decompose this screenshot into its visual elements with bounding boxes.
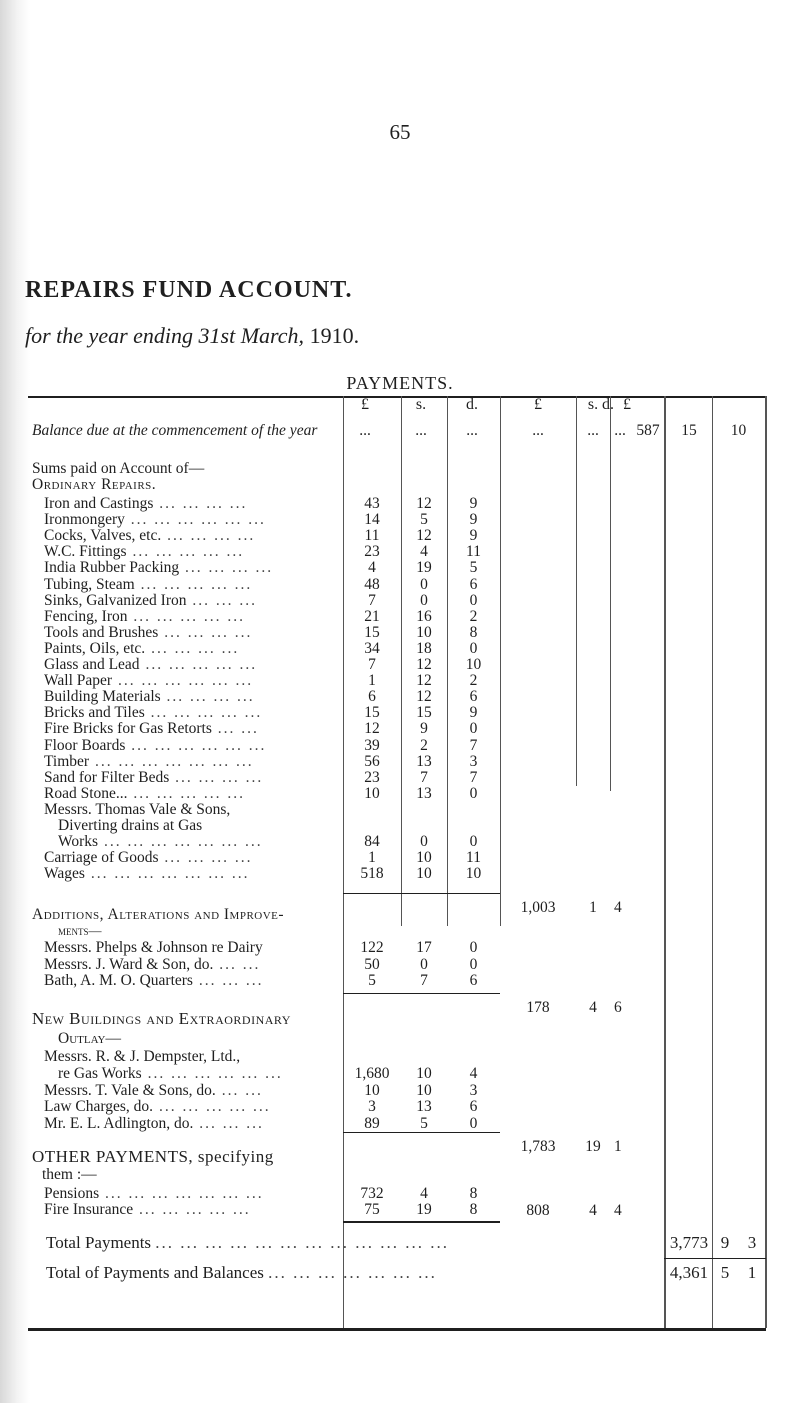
- ledger-bottom-rule: [28, 1328, 766, 1331]
- other-subtotal-pence: 4: [614, 1202, 622, 1219]
- addition-item-pence: 6: [469, 972, 478, 989]
- repair-item-pounds: 34: [364, 639, 380, 657]
- col-shillings-2: s.: [587, 396, 599, 413]
- other-subtotal-rule: [343, 1221, 500, 1223]
- new-building-item-label: re Gas Works ... ... ... ... ... ...: [58, 1064, 283, 1082]
- repair-item-label: Timber ... ... ... ... ... ... ...: [44, 752, 254, 770]
- repair-item-pence: 11: [466, 543, 481, 561]
- repair-item-pence: 7: [469, 768, 478, 786]
- addition-item-pounds: 50: [364, 955, 380, 973]
- repair-item-shillings: 12: [416, 527, 432, 545]
- new-building-item-row: [28, 1082, 766, 1100]
- repair-item-shillings: 15: [416, 704, 432, 722]
- additions-heading-2: [28, 922, 766, 940]
- additions-subtotal-shillings: 4: [589, 999, 597, 1016]
- repair-item-pounds: 1: [368, 849, 376, 867]
- additions-heading: Additions, Alterations and Improve-: [32, 906, 285, 923]
- header-row: [28, 396, 766, 414]
- ordinary-heading-2: [28, 476, 766, 494]
- repair-item-pence: 6: [469, 575, 478, 593]
- repair-item-label: Fencing, Iron ... ... ... ... ...: [44, 607, 246, 625]
- grand-total-label: Total of Payments and Balances ... ... ... ... ... ... ...: [46, 1264, 437, 1282]
- repair-item-shillings: 2: [420, 736, 428, 754]
- repair-item-label: Messrs. Thomas Vale & Sons,: [44, 800, 231, 818]
- new-buildings-subtotal-shillings: 19: [585, 1138, 601, 1155]
- subtitle-suffix: March,: [235, 323, 305, 348]
- other-subtotal-row: [28, 1202, 766, 1220]
- repair-item-pounds: 11: [364, 527, 380, 545]
- repair-item-pence: 11: [466, 849, 481, 867]
- col-shillings-1: s.: [415, 396, 427, 413]
- additions-subtotal-rule: [343, 993, 500, 994]
- total-payments-pence: 3: [747, 1233, 757, 1252]
- repair-item-label: Building Materials ... ... ... ...: [44, 688, 255, 706]
- ordinary-heading-label: Sums paid on Account of—: [32, 460, 205, 477]
- col-pence-2: d.: [602, 396, 614, 413]
- addition-item-pence: 0: [469, 939, 478, 956]
- repair-item-pounds: 43: [364, 495, 380, 512]
- total-payments-text: Total Payments: [46, 1234, 152, 1252]
- repair-item-pounds: 518: [360, 865, 384, 883]
- opening-balance-shillings: 15: [681, 422, 697, 439]
- repair-item-shillings: 16: [416, 607, 432, 625]
- repair-item-label: Sand for Filter Beds ... ... ... ...: [44, 768, 264, 786]
- repair-item-shillings: 9: [420, 720, 428, 738]
- new-building-item-row: [28, 1048, 766, 1066]
- new-buildings-heading: New Buildings and Extraordinary: [32, 1010, 291, 1028]
- repair-item-pence: 3: [469, 752, 478, 770]
- other-payment-item-shillings: 4: [420, 1185, 428, 1202]
- payments-ledger: [28, 396, 766, 1332]
- total-payments-label: Total Payments ... ... ... ... ... ... ... ... ... ... ... ...: [46, 1234, 450, 1252]
- col-pence-1: d.: [466, 396, 478, 413]
- new-building-item-shillings: 5: [420, 1115, 428, 1133]
- repair-item-shillings: 7: [420, 768, 428, 786]
- repair-item-label: Tools and Brushes ... ... ... ...: [44, 623, 253, 641]
- repair-item-label: Wall Paper ... ... ... ... ... ...: [44, 672, 254, 690]
- additions-heading-cont: ments—: [58, 923, 102, 938]
- page-edge-shadow: [0, 0, 30, 1403]
- addition-item-row: [28, 972, 766, 990]
- repair-item-label: Floor Boards ... ... ... ... ... ...: [44, 736, 267, 754]
- repair-item-shillings: 0: [420, 575, 428, 593]
- ellipsis: ...: [415, 422, 427, 439]
- grand-total-pounds: 4,361: [669, 1263, 709, 1282]
- repair-item-label: Carriage of Goods ... ... ... ...: [44, 849, 253, 867]
- addition-item-label: Messrs. Phelps & Johnson re Dairy: [44, 939, 263, 956]
- col-pounds-2: £: [534, 396, 542, 413]
- ordinary-subtotal-pence: 4: [614, 899, 622, 916]
- col-pounds-3: £: [623, 396, 631, 413]
- repair-item-pounds: 15: [364, 704, 380, 722]
- new-building-item-pounds: 10: [364, 1081, 380, 1099]
- repair-item-pounds: 12: [364, 720, 380, 738]
- repair-item-pence: 10: [465, 656, 482, 673]
- repair-item-label: Fire Bricks for Gas Retorts ... ...: [44, 720, 259, 738]
- repair-item-pounds: 6: [368, 688, 376, 706]
- repair-item-shillings: 4: [420, 543, 428, 561]
- total-payments-pounds: 3,773: [669, 1233, 709, 1252]
- other-payment-item-label: Pensions ... ... ... ... ... ... ...: [44, 1185, 264, 1202]
- new-building-item-label: Mr. E. L. Adlington, do. ... ... ...: [44, 1115, 264, 1133]
- repair-item-label: Ironmongery ... ... ... ... ... ...: [44, 511, 266, 529]
- repair-item-label: Sinks, Galvanized Iron ... ... ...: [44, 591, 257, 609]
- other-payment-item-label: Fire Insurance ... ... ... ... ...: [44, 1201, 251, 1218]
- other-payment-item-pence: 8: [469, 1201, 478, 1218]
- repair-item-label: Diverting drains at Gas: [58, 817, 203, 834]
- repair-item-pence: 0: [469, 784, 478, 802]
- repair-item-pence: 2: [469, 672, 478, 690]
- repair-item-pence: 8: [469, 623, 478, 641]
- repair-item-label: Cocks, Valves, etc. ... ... ... ...: [44, 527, 256, 545]
- page-subtitle: [25, 323, 359, 349]
- repair-item-pounds: 84: [364, 833, 380, 851]
- section-heading: PAYMENTS.: [346, 373, 454, 393]
- repair-item-pounds: 10: [364, 784, 380, 802]
- addition-item-pounds: 122: [360, 939, 384, 956]
- repair-item-pounds: 48: [364, 575, 380, 593]
- new-building-item-label: Messrs. R. & J. Dempster, Ltd.,: [44, 1048, 241, 1065]
- repair-item-pounds: 23: [364, 768, 380, 786]
- repair-item-pence: 10: [465, 865, 482, 883]
- ordinary-subtotal-shillings: 1: [589, 899, 597, 916]
- new-building-item-row: [28, 1065, 766, 1083]
- repair-item-pounds: 39: [364, 736, 380, 754]
- repair-item-row: [28, 865, 766, 883]
- addition-item-shillings: 0: [420, 955, 428, 973]
- repair-item-pounds: 4: [368, 559, 376, 577]
- other-payment-item-pounds: 732: [360, 1185, 384, 1202]
- new-building-item-label: Messrs. T. Vale & Sons, do. ... ...: [44, 1081, 263, 1099]
- other-payment-item-shillings: 19: [416, 1201, 432, 1218]
- addition-item-pounds: 5: [368, 972, 376, 989]
- ellipsis: ...: [614, 422, 626, 439]
- repair-item-shillings: 10: [416, 623, 432, 641]
- repair-item-pence: 2: [469, 607, 478, 625]
- repair-item-pence: 0: [469, 720, 478, 738]
- opening-balance-row: [28, 422, 766, 440]
- repair-item-shillings: 13: [416, 784, 432, 802]
- page-title: REPAIRS FUND ACCOUNT.: [25, 277, 353, 303]
- repair-item-pounds: 7: [368, 591, 376, 609]
- repair-item-pence: 0: [469, 639, 478, 657]
- repair-item-pence: 9: [469, 527, 478, 545]
- grand-total-row: [28, 1264, 766, 1282]
- repair-item-shillings: 18: [416, 639, 432, 657]
- new-building-item-pounds: 1,680: [354, 1064, 390, 1082]
- subtitle-ordinal: 31st: [198, 323, 236, 348]
- repair-item-shillings: 12: [416, 672, 432, 690]
- new-building-item-pounds: 89: [364, 1115, 380, 1133]
- total-payments-shillings: 9: [720, 1233, 730, 1252]
- new-buildings-subtotal-pounds: 1,783: [520, 1138, 556, 1155]
- repair-item-pounds: 15: [364, 623, 380, 641]
- addition-item-shillings: 17: [416, 939, 432, 956]
- new-building-item-pence: 0: [469, 1115, 478, 1133]
- repair-item-pounds: 23: [364, 543, 380, 561]
- additions-subtotal-pence: 6: [614, 999, 622, 1016]
- new-buildings-heading-1: [28, 1010, 766, 1028]
- addition-item-label: Messrs. J. Ward & Son, do. ... ...: [44, 955, 261, 973]
- repair-item-shillings: 12: [416, 656, 432, 673]
- total-payments-row: [28, 1234, 766, 1252]
- new-building-item-label: Law Charges, do. ... ... ... ... ...: [44, 1098, 271, 1116]
- other-subtotal-pounds: 808: [526, 1202, 550, 1219]
- repair-item-pence: 7: [469, 736, 478, 754]
- ordinary-repairs-heading: Ordinary Repairs.: [32, 476, 157, 493]
- other-heading-2: [28, 1166, 766, 1184]
- new-building-item-pence: 4: [469, 1064, 478, 1082]
- repair-item-pounds: 21: [364, 607, 380, 625]
- new-buildings-subtotal-rule: [343, 1132, 500, 1133]
- repair-item-pence: 0: [469, 833, 478, 851]
- repair-item-pence: 9: [469, 704, 478, 722]
- ellipsis: ...: [359, 422, 371, 439]
- addition-item-label: Bath, A. M. O. Quarters ... ... ...: [44, 972, 264, 989]
- repair-item-label: Works ... ... ... ... ... ... ...: [58, 833, 263, 851]
- other-payments-heading-cont: them :—: [42, 1166, 97, 1183]
- repair-item-shillings: 13: [416, 752, 432, 770]
- total-rule: [664, 1258, 766, 1259]
- new-building-item-row: [28, 1098, 766, 1116]
- grand-total-shillings: 5: [720, 1263, 730, 1282]
- opening-balance-label: Balance due at the commencement of the year: [32, 422, 318, 439]
- subtitle-prefix: for the year ending: [25, 323, 199, 348]
- repair-item-pounds: 1: [368, 672, 376, 690]
- additions-subtotal-pounds: 178: [526, 999, 550, 1016]
- addition-item-shillings: 7: [420, 972, 428, 989]
- repair-item-label: Wages ... ... ... ... ... ... ...: [44, 865, 250, 883]
- other-payments-heading: OTHER PAYMENTS, specifying: [32, 1148, 274, 1166]
- subtitle-year: 1910.: [309, 323, 360, 348]
- new-building-item-pence: 6: [469, 1098, 478, 1116]
- addition-item-pence: 0: [469, 955, 478, 973]
- ellipsis: ...: [532, 422, 544, 439]
- new-buildings-heading-2: [28, 1030, 766, 1048]
- new-building-item-pence: 3: [469, 1081, 478, 1099]
- ellipsis: ...: [466, 422, 478, 439]
- opening-balance-pounds: 587: [636, 422, 660, 439]
- repair-item-pence: 6: [469, 688, 478, 706]
- repair-item-shillings: 10: [416, 849, 432, 867]
- col-pounds-1: £: [361, 396, 369, 413]
- addition-item-row: [28, 956, 766, 974]
- repair-item-pounds: 14: [364, 511, 380, 529]
- repair-item-label: Paints, Oils, etc. ... ... ... ...: [44, 639, 240, 657]
- new-buildings-heading-cont: Outlay—: [58, 1030, 121, 1047]
- new-building-item-shillings: 10: [416, 1081, 432, 1099]
- new-building-item-pounds: 3: [368, 1098, 376, 1116]
- new-building-item-shillings: 10: [416, 1064, 432, 1082]
- repair-item-label: India Rubber Packing ... ... ... ...: [44, 559, 274, 577]
- repair-item-shillings: 12: [416, 495, 432, 512]
- repair-item-label: Iron and Castings ... ... ... ...: [44, 495, 248, 512]
- repair-item-shillings: 5: [420, 511, 428, 529]
- other-heading-1: [28, 1148, 766, 1166]
- repair-item-label: Glass and Lead ... ... ... ... ...: [44, 656, 258, 673]
- other-payment-item-pounds: 75: [364, 1201, 380, 1218]
- other-payment-item-pence: 8: [469, 1185, 478, 1202]
- grand-total-text: Total of Payments and Balances: [46, 1264, 264, 1282]
- repair-item-label: Road Stone... ... ... ... ... ...: [44, 784, 246, 802]
- repair-item-pounds: 56: [364, 752, 380, 770]
- new-building-item-shillings: 13: [416, 1098, 432, 1116]
- repair-item-label: W.C. Fittings ... ... ... ... ...: [44, 543, 245, 561]
- addition-item-row: [28, 939, 766, 957]
- ordinary-subtotal-pounds: 1,003: [520, 899, 556, 916]
- ordinary-subtotal-rule: [343, 893, 500, 894]
- new-buildings-subtotal-pence: 1: [614, 1138, 622, 1155]
- repair-item-label: Tubing, Steam ... ... ... ... ...: [44, 575, 253, 593]
- repair-item-shillings: 0: [420, 591, 428, 609]
- ellipsis: ...: [587, 422, 599, 439]
- repair-item-pence: 5: [469, 559, 478, 577]
- repair-item-pence: 0: [469, 591, 478, 609]
- repair-item-pence: 9: [469, 511, 478, 529]
- repair-item-pence: 9: [469, 495, 478, 512]
- repair-item-pounds: 7: [368, 656, 376, 673]
- repair-item-shillings: 10: [416, 865, 432, 883]
- repair-item-label: Bricks and Tiles ... ... ... ... ...: [44, 704, 263, 722]
- repair-item-shillings: 19: [416, 559, 432, 577]
- repair-item-shillings: 0: [420, 833, 428, 851]
- opening-balance-pence: 10: [730, 422, 747, 439]
- new-building-item-row: [28, 1115, 766, 1133]
- other-subtotal-shillings: 4: [589, 1202, 597, 1219]
- grand-total-pence: 1: [747, 1263, 757, 1282]
- repair-item-shillings: 12: [416, 688, 432, 706]
- page-number: 65: [389, 120, 411, 144]
